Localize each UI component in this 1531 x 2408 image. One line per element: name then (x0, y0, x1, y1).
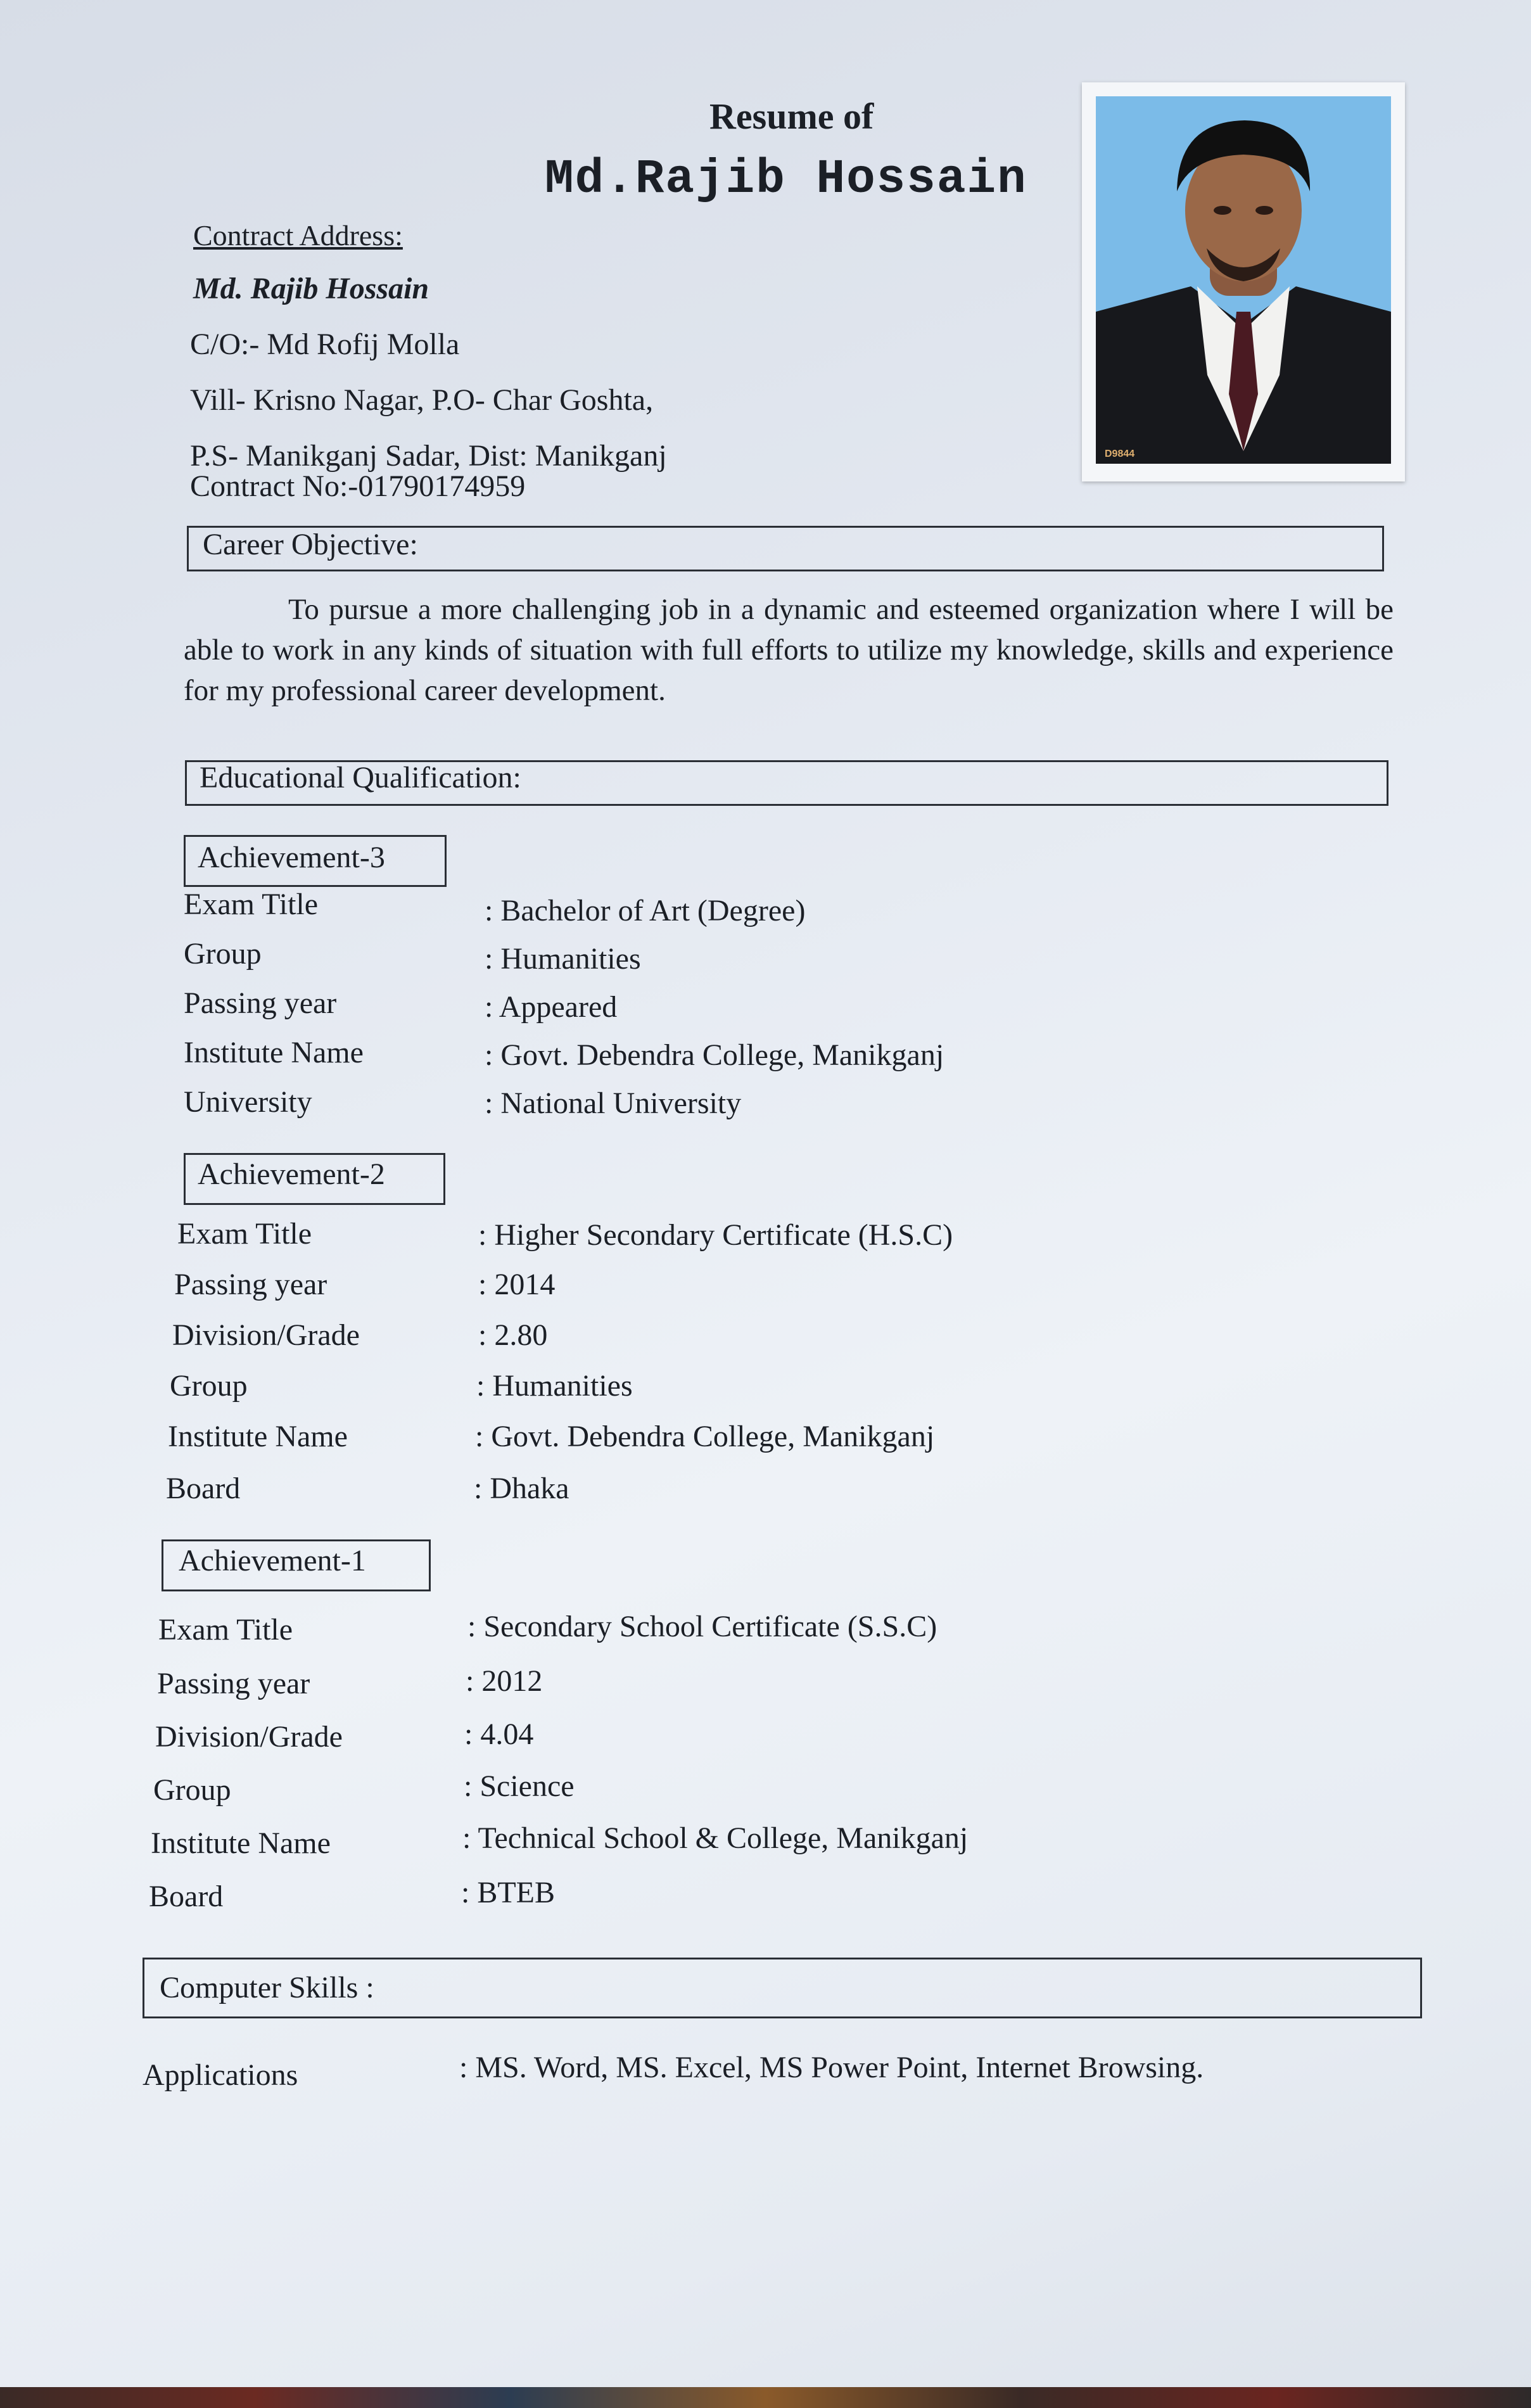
row-label: Exam Title (184, 888, 319, 921)
row-value: : Humanities (485, 942, 641, 976)
row-label: Group (170, 1369, 248, 1403)
row-value: : Science (464, 1769, 575, 1803)
row-value: : Govt. Debendra College, Manikganj (475, 1420, 935, 1453)
row-label: University (184, 1085, 312, 1119)
profile-photo (1096, 96, 1391, 464)
computer-skills-heading: Computer Skills : (160, 1971, 374, 2004)
background-fabric-strip (0, 2387, 1531, 2408)
row-value: : Dhaka (474, 1472, 569, 1505)
row-label: Institute Name (184, 1036, 364, 1069)
contact-name: Md. Rajib Hossain (193, 272, 429, 305)
row-value: : Govt. Debendra College, Manikganj (485, 1038, 944, 1072)
row-label: Passing year (157, 1667, 310, 1700)
row-value: : MS. Word, MS. Excel, MS Power Point, Internet Browsing. (459, 2051, 1204, 2084)
row-label: Board (149, 1880, 224, 1913)
row-value: : National University (485, 1086, 742, 1120)
photo-code: D9844 (1105, 449, 1135, 459)
row-label: Passing year (184, 986, 337, 1020)
row-label: Institute Name (151, 1826, 331, 1860)
education-heading: Educational Qualification: (200, 761, 521, 794)
row-value: : Humanities (476, 1369, 633, 1403)
row-value: : 4.04 (464, 1717, 534, 1751)
row-label: Passing year (174, 1268, 327, 1301)
row-label: Exam Title (177, 1217, 312, 1251)
achievement-3-heading: Achievement-3 (198, 841, 385, 874)
contact-address-heading: Contract Address: (193, 219, 403, 252)
row-label: Board (166, 1472, 241, 1505)
row-value: : 2.80 (478, 1318, 548, 1352)
achievement-1-heading: Achievement-1 (179, 1544, 366, 1577)
career-objective-text: To pursue a more challenging job in a dynamic and esteemed organization where I will be able to work in any kinds of situation with full efforts to utilize my knowledge, skills and experience for my professional career development. (184, 593, 1394, 707)
row-label: Institute Name (168, 1420, 348, 1453)
achievement-2-heading: Achievement-2 (198, 1157, 385, 1191)
resume-title: Resume of (709, 96, 874, 137)
row-value: : Appeared (485, 990, 618, 1024)
row-label: Applications (143, 2058, 298, 2092)
portrait-illustration (1096, 96, 1391, 464)
row-label: Division/Grade (155, 1720, 343, 1754)
candidate-name-heading: Md.Rajib Hossain (545, 152, 1027, 207)
row-value: : Bachelor of Art (Degree) (485, 894, 806, 927)
row-label: Group (184, 937, 262, 971)
address-line: Vill- Krisno Nagar, P.O- Char Goshta, (190, 383, 654, 417)
row-value: : Secondary School Certificate (S.S.C) (467, 1610, 937, 1643)
address-line: P.S- Manikganj Sadar, Dist: Manikganj (190, 439, 667, 473)
photo-frame (1082, 82, 1405, 481)
contact-number: Contract No:-01790174959 (190, 469, 526, 503)
row-value: : 2014 (478, 1268, 556, 1301)
row-label: Exam Title (158, 1613, 293, 1647)
row-value: : BTEB (461, 1876, 556, 1909)
address-line: C/O:- Md Rofij Molla (190, 328, 460, 361)
career-objective-heading: Career Objective: (203, 528, 418, 561)
row-value: : Technical School & College, Manikganj (462, 1821, 969, 1855)
row-value: : 2012 (466, 1664, 543, 1698)
row-label: Group (153, 1773, 231, 1807)
row-value: : Higher Secondary Certificate (H.S.C) (478, 1218, 953, 1252)
row-label: Division/Grade (172, 1318, 360, 1352)
